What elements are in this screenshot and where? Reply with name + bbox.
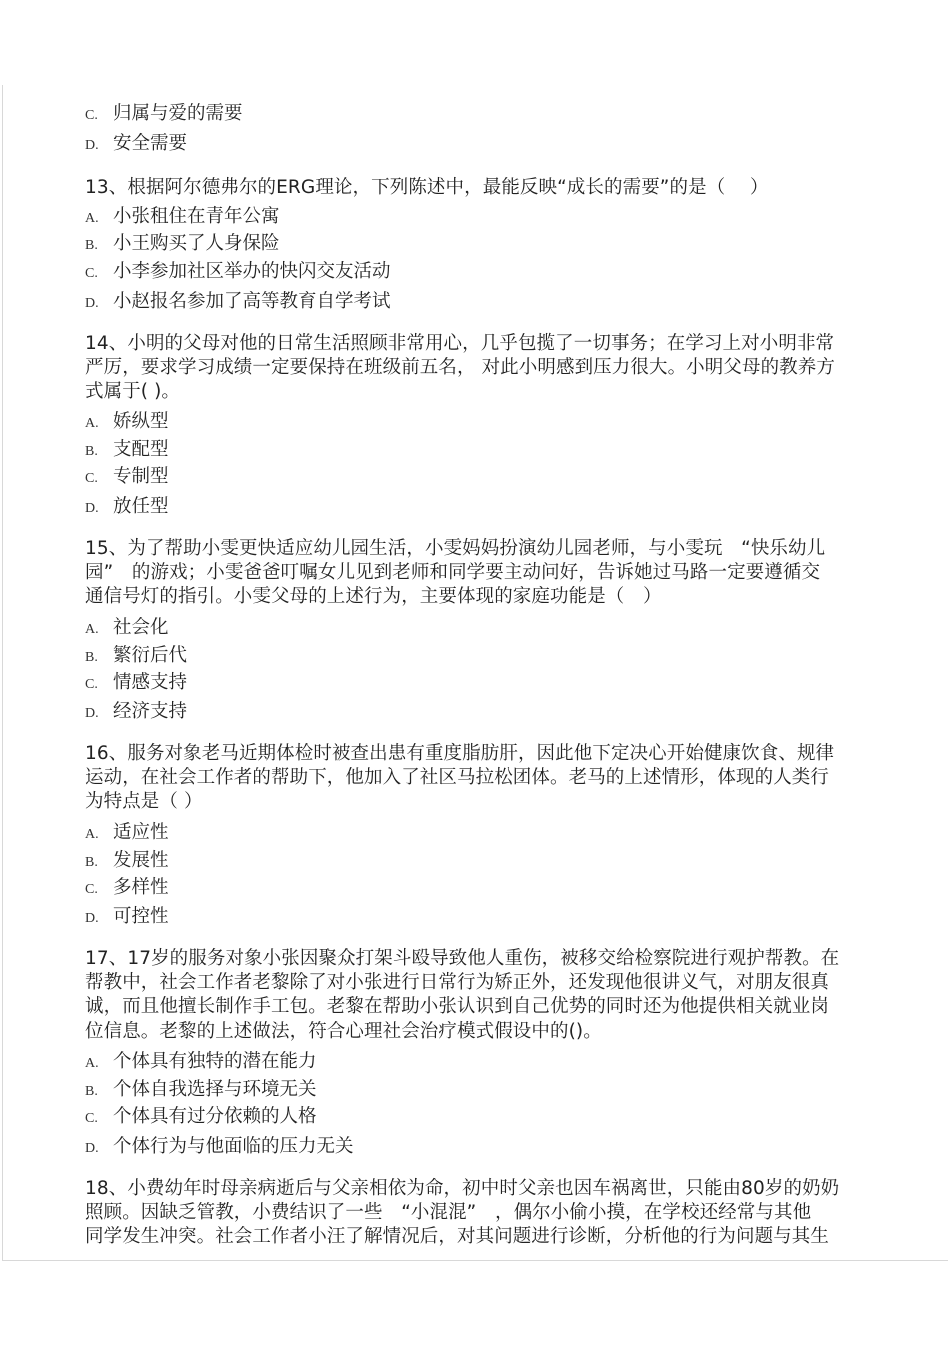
option-text: 情感支持 (113, 672, 188, 693)
option-letter: C. (85, 1111, 98, 1126)
option-text: 支配型 (113, 439, 169, 460)
option-text: 社会化 (113, 617, 169, 638)
option-text: 小李参加社区举办的快闪交友活动 (113, 261, 391, 282)
option-letter: D. (85, 501, 99, 516)
option-text: 发展性 (113, 850, 169, 871)
question-15-line-3: 通信号灯的指引。小雯父母的上述行为，主要体现的家庭功能是（ ） (85, 586, 662, 607)
option-letter: B. (85, 855, 98, 870)
option-letter: C. (85, 471, 98, 486)
question-16-option-c (85, 876, 169, 900)
page-left-border (2, 85, 3, 1260)
question-17-line-1: 17、17岁的服务对象小张因聚众打架斗殴导致他人重伤，被移交给检察院进行观护帮教。在 (85, 948, 840, 969)
option-letter: D. (85, 296, 99, 311)
option-text: 个体具有过分依赖的人格 (113, 1106, 317, 1127)
option-letter: B. (85, 1084, 98, 1099)
question-14-option-d (85, 495, 169, 519)
question-13-text: 13、根据阿尔德弗尔的ERG理论，下列陈述中，最能反映“成长的需要”的是（ ） (85, 177, 769, 198)
option-letter: D. (85, 911, 99, 926)
question-17-option-a (85, 1050, 317, 1074)
option-letter: A. (85, 622, 99, 637)
question-16-option-d (85, 905, 169, 929)
option-text: 娇纵型 (113, 411, 169, 432)
question-15-option-c (85, 671, 187, 695)
question-14-option-c (85, 465, 169, 489)
option-text: 安全需要 (113, 133, 188, 154)
question-16-line-3: 为特点是（ ） (85, 791, 203, 812)
option-letter: B. (85, 444, 98, 459)
option-letter: B. (85, 238, 98, 253)
question-16-line-2: 运动，在社会工作者的帮助下，他加入了社区马拉松团体。老马的上述情形，体现的人类行 (85, 767, 830, 788)
option-c (85, 102, 243, 126)
question-17-option-b (85, 1078, 317, 1102)
question-15-line-2: 园” 的游戏；小雯爸爸叮嘱女儿见到老师和同学要主动问好，告诉她过马路一定要遵循交 (85, 562, 821, 583)
option-d (85, 132, 187, 156)
question-15-option-a (85, 616, 169, 640)
question-15-option-b (85, 644, 187, 668)
question-18-line-3: 同学发生冲突。社会工作者小汪了解情况后，对其问题进行诊断，分析他的行为问题与其生 (85, 1226, 830, 1247)
question-14-line-1: 14、小明的父母对他的日常生活照顾非常用心，几乎包揽了一切事务；在学习上对小明非常 (85, 333, 835, 354)
question-13-option-c (85, 260, 391, 284)
question-14-option-a (85, 410, 169, 434)
option-letter: C. (85, 677, 98, 692)
option-letter: B. (85, 650, 98, 665)
question-14-line-2: 严厉，要求学习成绩一定要保持在班级前五名， 对此小明感到压力很大。小明父母的教养方 (85, 357, 835, 378)
option-letter: A. (85, 1056, 99, 1071)
question-13-option-a (85, 205, 280, 229)
question-15-line-1: 15、为了帮助小雯更快适应幼儿园生活，小雯妈妈扮演幼儿园老师，与小雯玩 “快乐幼儿 (85, 538, 826, 559)
option-text: 经济支持 (113, 701, 188, 722)
page-bottom-border (2, 1260, 948, 1261)
question-17-line-2: 帮教中，社会工作者老黎除了对小张进行日常行为矫正外，还发现他很讲义气，对朋友很真 (85, 972, 830, 993)
question-16-option-b (85, 849, 169, 873)
option-letter: A. (85, 827, 99, 842)
option-text: 可控性 (113, 906, 169, 927)
question-17-line-3: 诚，而且他擅长制作手工包。老黎在帮助小张认识到自己优势的同时还为他提供相关就业岗 (85, 996, 830, 1017)
option-letter: C. (85, 882, 98, 897)
option-text: 小王购买了人身保险 (113, 233, 280, 254)
option-text: 放任型 (113, 496, 169, 517)
question-15-option-d (85, 700, 187, 724)
question-14-option-b (85, 438, 169, 462)
option-text: 适应性 (113, 822, 169, 843)
option-letter: C. (85, 266, 98, 281)
question-18-line-1: 18、小费幼年时母亲病逝后与父亲相依为命，初中时父亲也因车祸离世，只能由80岁的奶奶 (85, 1178, 840, 1199)
option-text: 个体自我选择与环境无关 (113, 1079, 317, 1100)
question-18-line-2: 照顾。因缺乏管教，小费结识了一些 “小混混” ，偶尔小偷小摸，在学校还经常与其他 (85, 1202, 812, 1223)
question-13-option-d (85, 290, 391, 314)
option-text: 个体具有独特的潜在能力 (113, 1051, 317, 1072)
question-16-option-a (85, 821, 169, 845)
question-17-option-d (85, 1135, 354, 1159)
option-letter: C. (85, 108, 98, 123)
option-letter: D. (85, 706, 99, 721)
question-16-line-1: 16、服务对象老马近期体检时被查出患有重度脂肪肝，因此他下定决心开始健康饮食、规律 (85, 743, 835, 764)
option-text: 专制型 (113, 466, 169, 487)
option-text: 小赵报名参加了高等教育自学考试 (113, 291, 391, 312)
option-letter: D. (85, 138, 99, 153)
option-text: 个体行为与他面临的压力无关 (113, 1136, 354, 1157)
question-17-option-c (85, 1105, 317, 1129)
question-14-line-3: 式属于( )。 (85, 381, 181, 402)
option-text: 归属与爱的需要 (113, 103, 243, 124)
option-letter: D. (85, 1141, 99, 1156)
option-text: 小张租住在青年公寓 (113, 206, 280, 227)
option-letter: A. (85, 211, 99, 226)
option-text: 繁衍后代 (113, 645, 188, 666)
question-17-line-4: 位信息。老黎的上述做法，符合心理社会治疗模式假设中的()。 (85, 1021, 602, 1042)
question-13-option-b (85, 232, 280, 256)
option-text: 多样性 (113, 877, 169, 898)
option-letter: A. (85, 416, 99, 431)
